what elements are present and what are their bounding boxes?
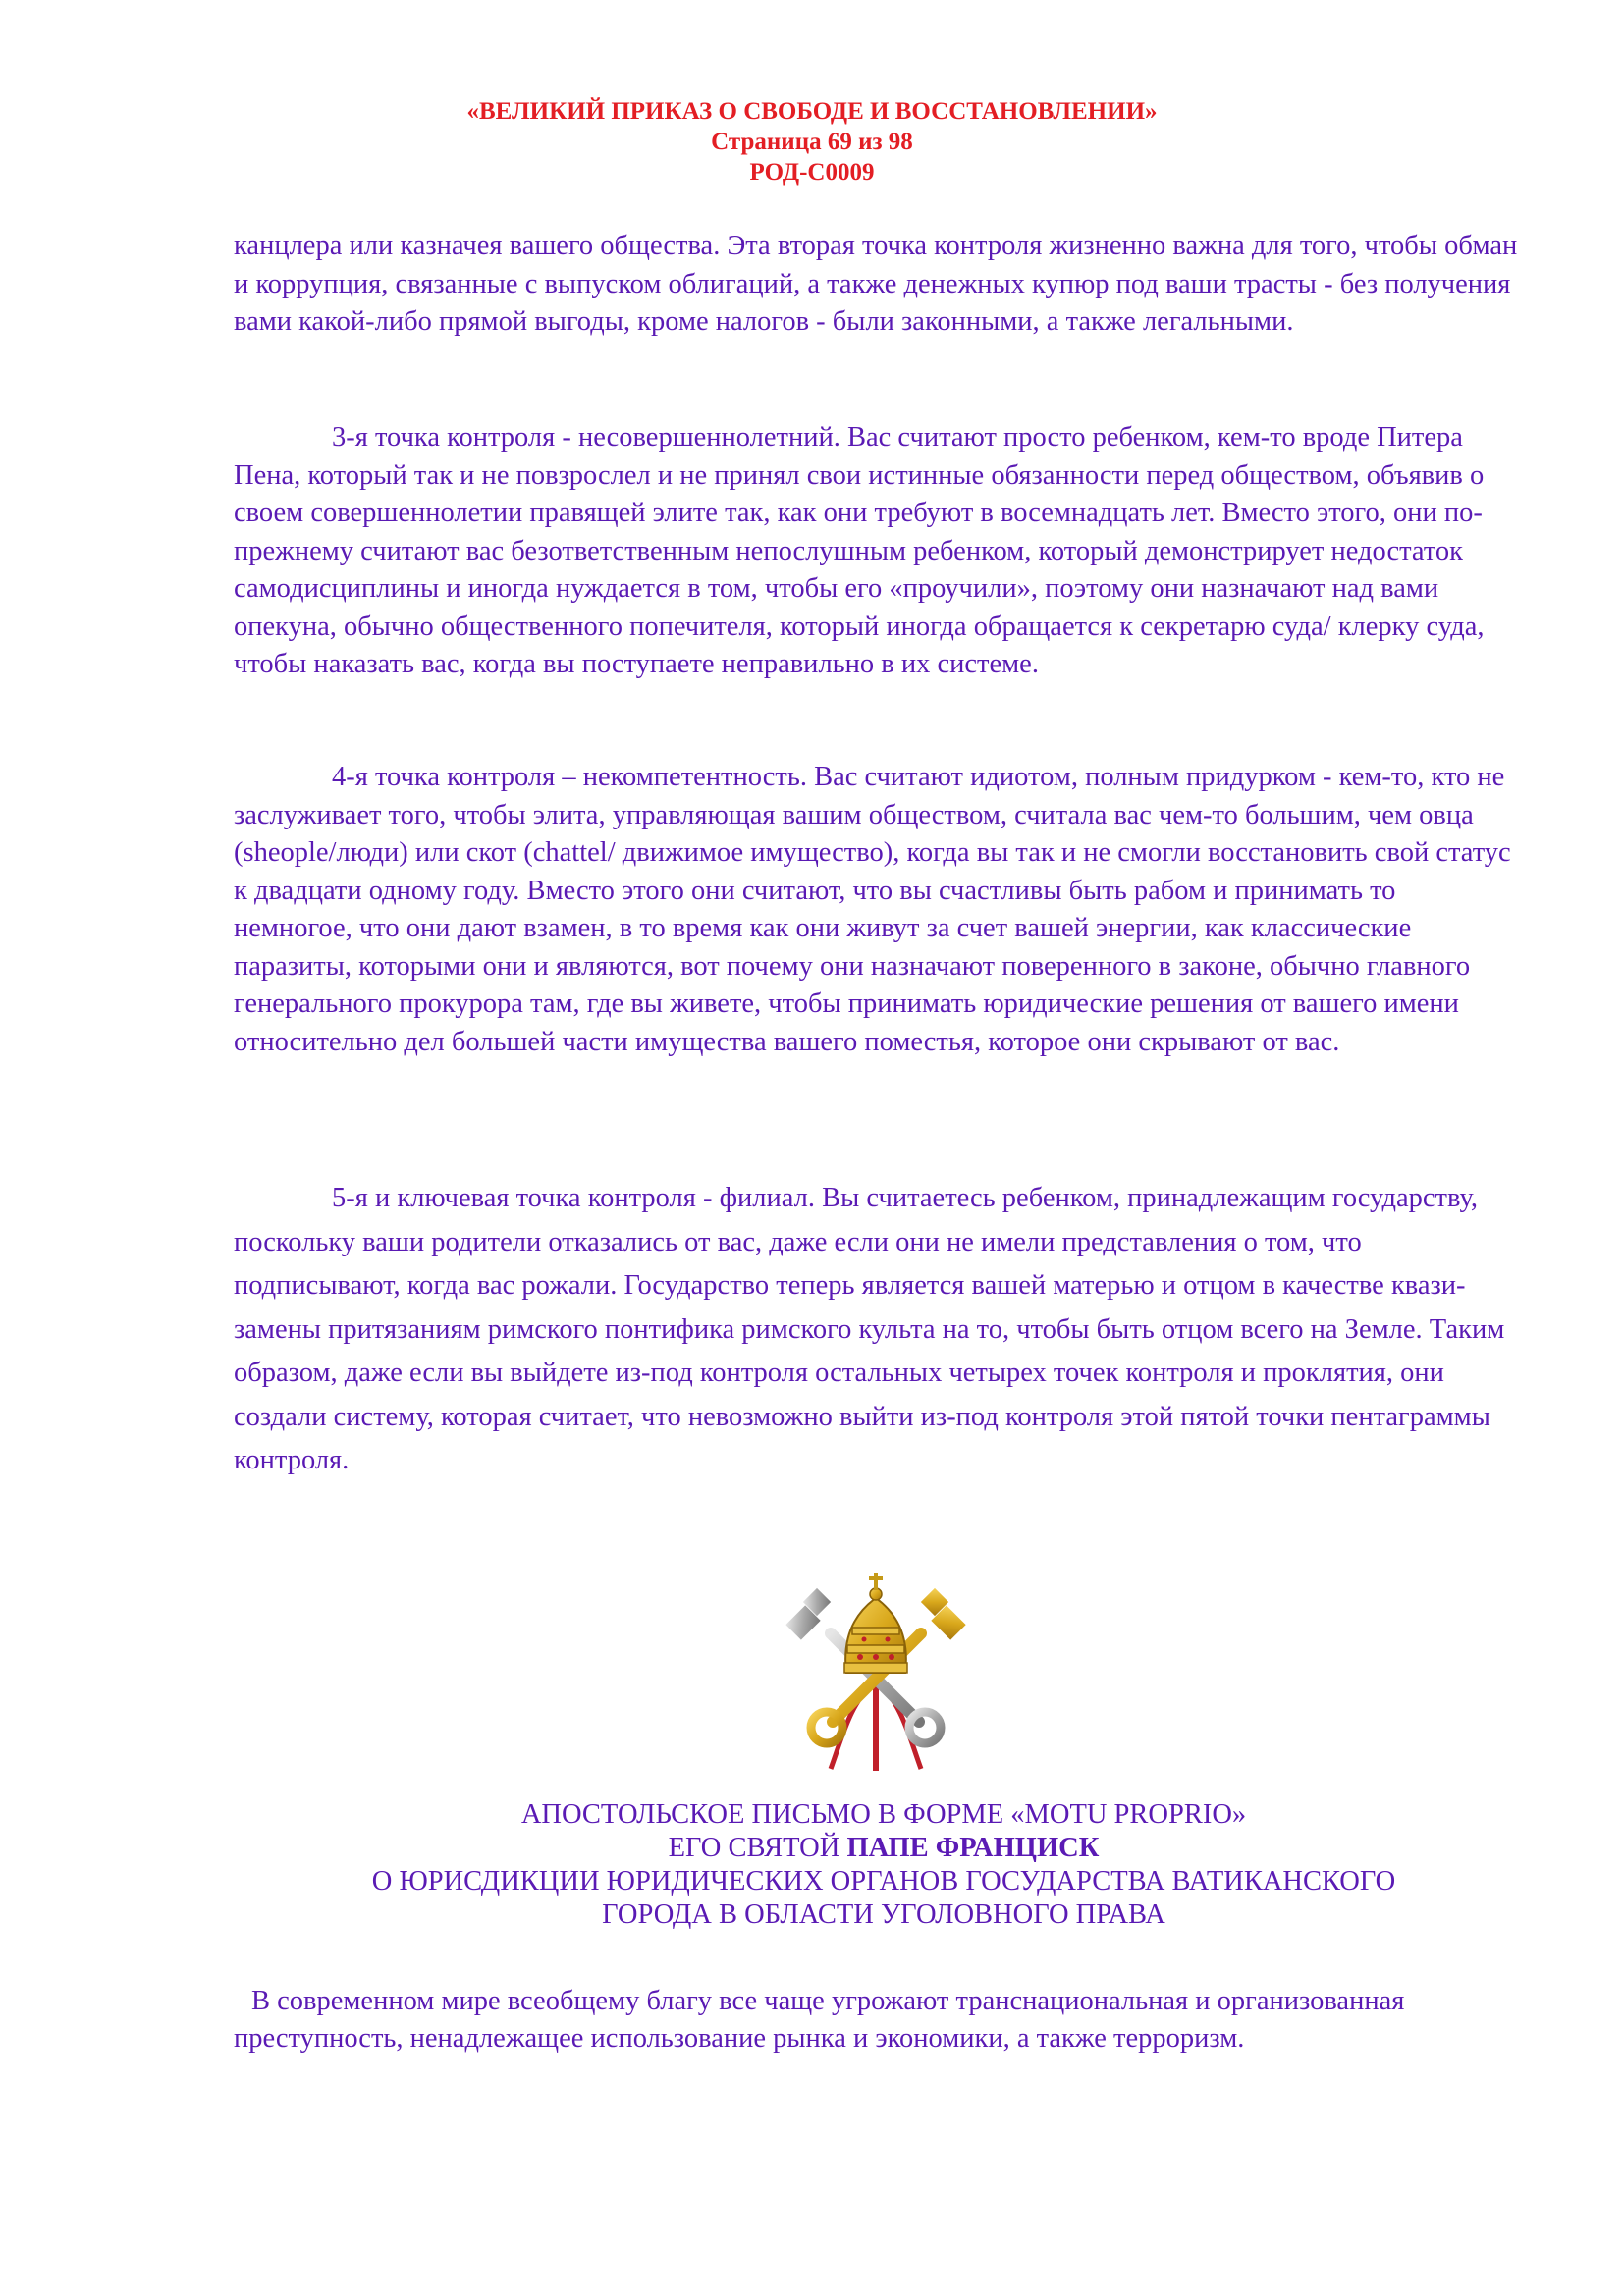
papal-keys-seal-icon xyxy=(772,1555,980,1779)
page-number: Страница 69 из 98 xyxy=(711,129,913,155)
letter-title-prefix: ЕГО СВЯТОЙ xyxy=(668,1833,847,1863)
page-header xyxy=(0,96,1624,187)
letter-title-line: ГОРОДА В ОБЛАСТИ УГОЛОВНОГО ПРАВА xyxy=(602,1899,1165,1930)
paragraph-third-point: 3-я точка контроля - несовершеннолетний. Вас считают просто ребенком, кем-то вроде Питера Пена, который так и не повзрослел и не принял свои истинные обязанности перед обществом, объявив о своем совершеннолетии правящей элите так, как они требуют в восемнадцать лет. Вместо этого, они по-прежнему считают вас безответственным непослушным ребенком, который демонстрирует недостаток самодисциплины и иногда нуждается в том, чтобы его «проучили», поэтому они назначают над вами опекуна, обычно общественного попечителя, который иногда обращается к секретарю суда/ клерку суда, чтобы наказать вас, когда вы поступаете неправильно в их системе. xyxy=(234,422,1485,679)
document-code: РОД-С0009 xyxy=(749,159,875,186)
pope-name: ПАПЕ ФРАНЦИСК xyxy=(846,1833,1100,1863)
letter-title-line: О ЮРИСДИКЦИИ ЮРИДИЧЕСКИХ ОРГАНОВ ГОСУДАРСТВА ВАТИКАНСКОГО xyxy=(371,1866,1396,1896)
letter-intro-text: В современном мире всеобщему благу все чаще угрожают транснациональная и организованная преступность, ненадлежащее использование рынка и экономики, а также терроризм. xyxy=(234,1986,1405,2054)
paragraph-fourth-point: 4-я точка контроля – некомпетентность. Вас считают идиотом, полным придурком - кем-то, кто не заслуживает того, чтобы элита, управляющая вашим обществом, считала вас чем-то большим, чем овца (sheople/люди) или скот (chattel/ движимое имущество), когда вы так и не смогли восстановить свой статус к двадцати одному году. Вместо этого они считают, что вы счастливы быть рабом и принимать то немногое, что они дают взамен, в то время как они живут за счет вашей энергии, как классические паразиты, которыми они и являются, вот почему они назначают поверенного в законе, обычно главного генерального прокурора там, где вы живете, чтобы принимать юридические решения от вашего имени относительно дел большей части имущества вашего поместья, которое они скрывают от вас. xyxy=(234,762,1511,1057)
letter-title-line xyxy=(177,1832,1591,1865)
paragraph-fifth-point: 5-я и ключевая точка контроля - филиал. Вы считаетесь ребенком, принадлежащим государству, поскольку ваши родители отказались от вас, даже если они не имели представления о том, что подписывают, когда вас рожали. Государство теперь является вашей матерью и отцом в качестве квази-замены притязаниям римского понтифика римского культа на то, чтобы быть отцом всего на Земле. Таким образом, даже если вы выйдете из-под контроля остальных четырех точек контроля и проклятия, они создали систему, которая считает, что невозможно выйти из-под контроля этой пятой точки пентаграммы контроля. xyxy=(234,1183,1505,1475)
document-title: «ВЕЛИКИЙ ПРИКАЗ О СВОБОДЕ И ВОССТАНОВЛЕНИИ» xyxy=(466,98,1158,125)
paragraph-continuation: канцлера или казначея вашего общества. Эта вторая точка контроля жизненно важна для того, чтобы обман и коррупция, связанные с выпуском облигаций, а также денежных купюр под ваши трасты - без получения вами какой-либо прямой выгоды, кроме налогов - были законными, а также легальными. xyxy=(234,231,1518,337)
paragraph-letter-intro xyxy=(234,1983,1520,2057)
letter-title-line: АПОСТОЛЬСКОЕ ПИСЬМО В ФОРМЕ «MOTU PROPRIO» xyxy=(520,1799,1247,1830)
apostolic-letter-title xyxy=(177,1798,1591,1932)
